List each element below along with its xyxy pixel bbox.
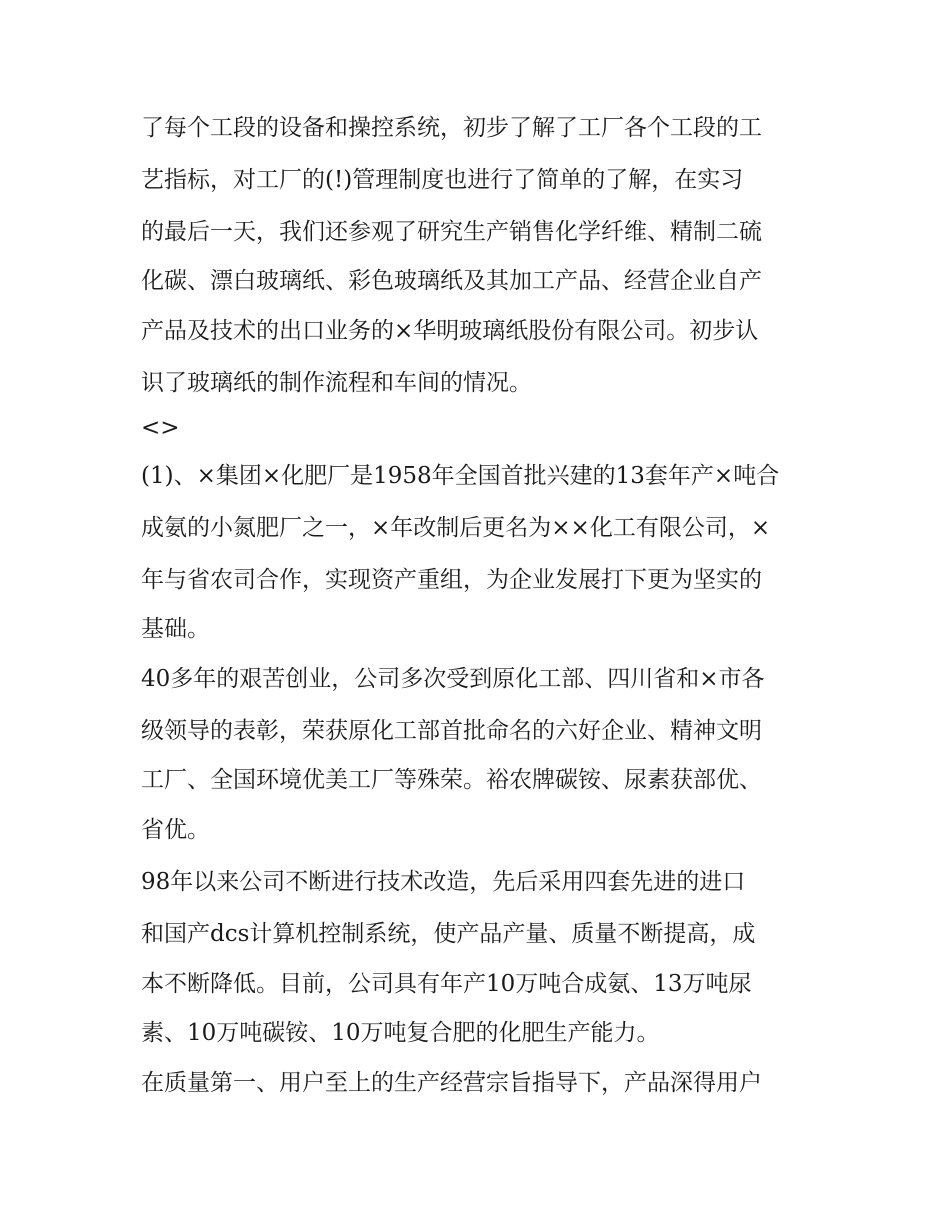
text-line: 成氨的小氮肥厂之一，×年改制后更名为××化工有限公司，×	[141, 515, 771, 541]
text-line: 在质量第一、用户至上的生产经营宗旨指导下，产品深得用户	[141, 1070, 762, 1096]
text-line: <>	[141, 415, 180, 441]
text-line: 年与省农司合作，实现资产重组，为企业发展打下更为坚实的	[141, 567, 762, 593]
text-line: 了每个工段的设备和操控系统，初步了解了工厂各个工段的工	[141, 115, 762, 141]
text-line: 40多年的艰苦创业，公司多次受到原化工部、四川省和×市各	[141, 666, 765, 692]
text-line: 产品及技术的出口业务的×华明玻璃纸股份有限公司。初步认	[141, 318, 759, 344]
text-line: 的最后一天，我们还参观了研究生产销售化学纤维、精制二硫	[141, 219, 762, 245]
text-line: (1)、×集团×化肥厂是1958年全国首批兴建的13套年产×吨合	[141, 463, 780, 489]
text-line: 化碳、漂白玻璃纸、彩色玻璃纸及其加工产品、经营企业自产	[141, 268, 762, 294]
text-line: 和国产dcs计算机控制系统，使产品产量、质量不断提高，成	[141, 921, 756, 947]
text-line: 艺指标，对工厂的(!)管理制度也进行了简单的了解，在实习	[141, 167, 744, 193]
text-line: 素、10万吨碳铵、10万吨复合肥的化肥生产能力。	[141, 1020, 660, 1046]
text-line: 识了玻璃纸的制作流程和车间的情况。	[141, 370, 532, 396]
text-line: 级领导的表彰，荣获原化工部首批命名的六好企业、精神文明	[141, 718, 762, 744]
text-line: 基础。	[141, 616, 210, 642]
text-line: 工厂、全国环境优美工厂等殊荣。裕农牌碳铵、尿素获部优、	[141, 767, 762, 793]
text-line: 本不断降低。目前，公司具有年产10万吨合成氨、13万吨尿	[141, 971, 752, 997]
text-line: 98年以来公司不断进行技术改造，先后采用四套先进的进口	[141, 869, 746, 895]
text-line: 省优。	[141, 817, 210, 843]
